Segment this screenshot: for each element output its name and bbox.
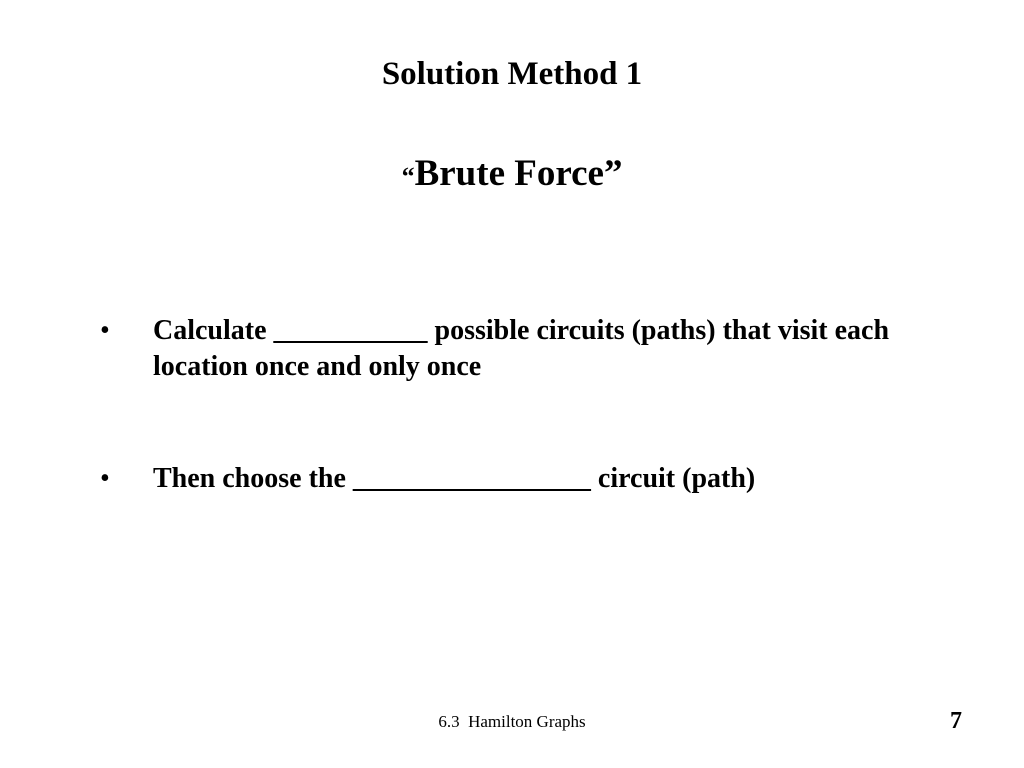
subtitle-open-quote: “: [401, 162, 415, 191]
bullet-list: [100, 313, 940, 497]
bullet-item: [100, 461, 940, 497]
subtitle-close-quote: ”: [603, 153, 623, 194]
slide-title: Solution Method 1: [381, 56, 643, 92]
bullet-marker: •: [100, 463, 110, 494]
bullet-text: Calculate ___________ possible circuits (paths) that visit each location once and only once: [153, 315, 890, 382]
bullet-text: Then choose the _________________ circuit (path): [153, 463, 756, 494]
bullet-item: [100, 313, 940, 385]
slide-subtitle: [0, 150, 1024, 201]
page-number: 7: [950, 708, 962, 734]
bullet-marker: •: [100, 315, 110, 346]
footer-label: 6.3 Hamilton Graphs: [438, 712, 586, 731]
subtitle-text: Brute Force: [414, 153, 604, 194]
